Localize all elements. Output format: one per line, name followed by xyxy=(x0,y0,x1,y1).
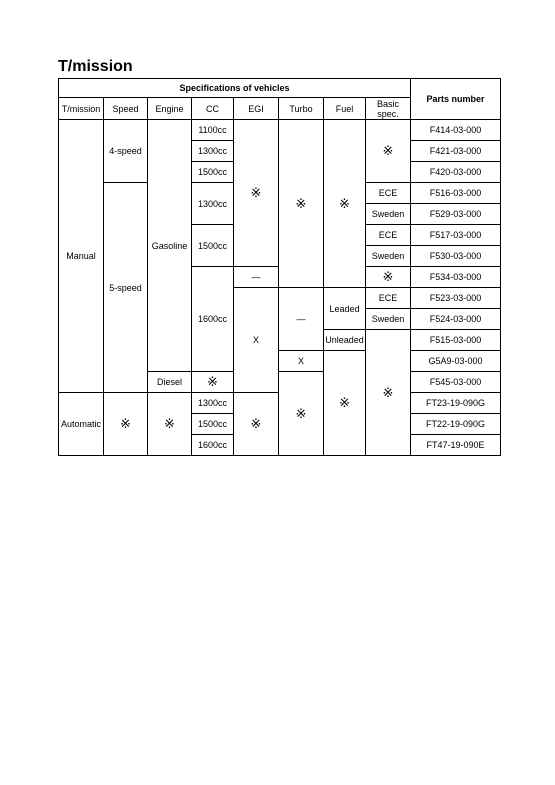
part-number: F523-03-000 xyxy=(411,288,501,309)
engine-symbol: ※ xyxy=(148,393,192,456)
tmission-automatic: Automatic xyxy=(59,393,104,456)
part-number: F530-03-000 xyxy=(411,246,501,267)
basic-spec-symbol: ※ xyxy=(366,120,411,183)
page-title: T/mission xyxy=(58,58,133,75)
cc-cell: 1500cc xyxy=(192,162,234,183)
basic-spec-cell: Sweden xyxy=(366,309,411,330)
col-header-cc: CC xyxy=(192,98,234,120)
basic-spec-cell: ECE xyxy=(366,288,411,309)
cc-cell: 1500cc xyxy=(192,414,234,435)
cc-cell: 1100cc xyxy=(192,120,234,141)
part-number: FT22-19-090G xyxy=(411,414,501,435)
part-number: FT47-19-090E xyxy=(411,435,501,456)
egi-dash: — xyxy=(234,267,279,288)
spec-header: Specifications of vehicles xyxy=(59,79,411,98)
col-header-tmission: T/mission xyxy=(59,98,104,120)
basic-spec-cell: ECE xyxy=(366,225,411,246)
part-number: F545-03-000 xyxy=(411,372,501,393)
speed-4: 4-speed xyxy=(104,120,148,183)
part-number: G5A9-03-000 xyxy=(411,351,501,372)
part-number: F529-03-000 xyxy=(411,204,501,225)
basic-spec-cell: Sweden xyxy=(366,246,411,267)
part-number: FT23-19-090G xyxy=(411,393,501,414)
part-number: F414-03-000 xyxy=(411,120,501,141)
turbo-symbol: ※ xyxy=(279,120,324,288)
basic-spec-cell: Sweden xyxy=(366,204,411,225)
col-header-engine: Engine xyxy=(148,98,192,120)
engine-diesel: Diesel xyxy=(148,372,192,393)
turbo-dash: — xyxy=(279,288,324,351)
cc-cell: 1600cc xyxy=(192,267,234,372)
part-number: F515-03-000 xyxy=(411,330,501,351)
tmission-manual: Manual xyxy=(59,120,104,393)
basic-spec-cell: ECE xyxy=(366,183,411,204)
cc-cell: 1300cc xyxy=(192,393,234,414)
cc-cell: 1300cc xyxy=(192,141,234,162)
egi-cross: X xyxy=(234,288,279,393)
fuel-symbol: ※ xyxy=(324,351,366,456)
cc-cell: 1300cc xyxy=(192,183,234,225)
part-number: F517-03-000 xyxy=(411,225,501,246)
fuel-unleaded: Unleaded xyxy=(324,330,366,351)
col-header-basic-spec: Basic spec. xyxy=(366,98,411,120)
part-number: F421-03-000 xyxy=(411,141,501,162)
part-number: F516-03-000 xyxy=(411,183,501,204)
col-header-fuel: Fuel xyxy=(324,98,366,120)
part-number: F534-03-000 xyxy=(411,267,501,288)
fuel-leaded: Leaded xyxy=(324,288,366,330)
specifications-table xyxy=(58,78,501,456)
part-number: F524-03-000 xyxy=(411,309,501,330)
egi-symbol: ※ xyxy=(234,120,279,267)
col-header-turbo: Turbo xyxy=(279,98,324,120)
basic-spec-symbol: ※ xyxy=(366,267,411,288)
col-header-speed: Speed xyxy=(104,98,148,120)
col-header-egi: EGI xyxy=(234,98,279,120)
turbo-symbol: ※ xyxy=(279,372,324,456)
cc-cell: 1600cc xyxy=(192,435,234,456)
basic-spec-symbol: ※ xyxy=(366,330,411,456)
fuel-symbol: ※ xyxy=(324,120,366,288)
speed-symbol: ※ xyxy=(104,393,148,456)
speed-5: 5-speed xyxy=(104,183,148,393)
parts-header: Parts number xyxy=(411,79,501,120)
turbo-cross: X xyxy=(279,351,324,372)
cc-cell: 1500cc xyxy=(192,225,234,267)
egi-symbol: ※ xyxy=(234,393,279,456)
part-number: F420-03-000 xyxy=(411,162,501,183)
engine-gasoline: Gasoline xyxy=(148,120,192,372)
cc-symbol: ※ xyxy=(192,372,234,393)
